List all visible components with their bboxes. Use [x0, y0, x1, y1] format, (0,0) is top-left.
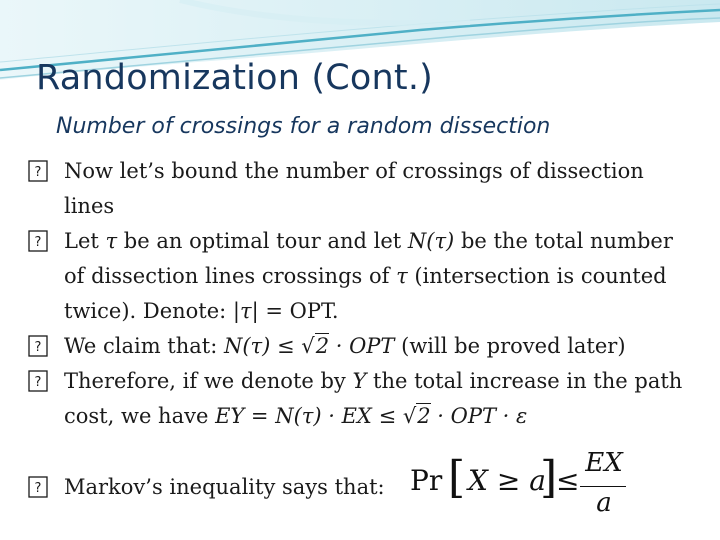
tau-symbol: τ: [396, 264, 408, 288]
svg-text:?: ?: [34, 375, 42, 390]
sqrt-sign: √: [402, 404, 417, 428]
sqrt-expression: [301, 329, 329, 364]
bullet-text: We claim that:: [64, 334, 224, 358]
bullet-item: [28, 364, 698, 434]
sqrt-value: 2: [417, 404, 431, 428]
formula-numerator: EX: [585, 448, 623, 478]
bullet-glyph-icon: [28, 229, 50, 253]
sqrt-value: 2: [315, 334, 330, 358]
bullet-glyph-icon: [28, 334, 50, 358]
bullet-text: (will be proved later): [394, 334, 626, 358]
slide-subtitle: Number of crossings for a random dissection: [56, 114, 551, 139]
bullet-item: [28, 224, 698, 329]
svg-text:?: ?: [34, 165, 42, 180]
bullet-text: Therefore, if we denote by: [64, 369, 353, 393]
formula-pr: Pr: [410, 464, 443, 497]
tau-symbol: τ: [105, 229, 118, 253]
le-symbol: ≤: [371, 404, 403, 428]
le-symbol: ≤: [270, 334, 302, 358]
bullet-text: | = OPT.: [251, 299, 339, 323]
bullet-text: be the total number of dissection lines crossings of: [64, 229, 673, 288]
formula-right-bracket: ]: [540, 452, 558, 503]
bullet-glyph-icon: [28, 475, 50, 499]
bullet-text: Let: [64, 229, 106, 253]
math-expression: · OPT: [329, 334, 395, 358]
bullet-item: [28, 329, 698, 364]
tau-symbol: τ: [240, 299, 252, 323]
bullet-text: the total increase in the path cost, we have: [64, 369, 683, 428]
math-expression: · OPT · ε: [430, 404, 528, 428]
y-symbol: Y: [352, 369, 367, 393]
svg-text:?: ?: [34, 481, 42, 496]
slide-title: Randomization (Cont.): [36, 58, 434, 98]
svg-text:?: ?: [34, 235, 42, 250]
sqrt-expression: [403, 399, 431, 434]
bullet-item: [28, 154, 698, 224]
bullet-text: Markov’s inequality says that:: [64, 475, 385, 499]
bullet-text: Now let’s bound the number of crossings of dissection lines: [64, 159, 644, 218]
bullet-text: (intersection is counted twice). Denote: |: [64, 264, 667, 323]
formula-denominator: a: [596, 488, 612, 518]
bullet-glyph-icon: [28, 159, 50, 183]
markov-inequality-formula: [410, 448, 623, 528]
sqrt-sign: √: [301, 334, 315, 358]
bullet-glyph-icon: [28, 369, 50, 393]
fraction-bar: [580, 486, 626, 487]
math-expression: EY = N(τ) · EX: [215, 404, 372, 428]
formula-le-symbol: ≤: [556, 464, 580, 497]
bullet-text: be an optimal tour and let: [117, 229, 408, 253]
formula-inequality: X ≥ a: [468, 464, 546, 497]
n-tau-expression: N(τ): [407, 229, 455, 253]
formula-left-bracket: [: [448, 452, 466, 503]
svg-text:?: ?: [34, 340, 42, 355]
n-tau-expression: N(τ): [223, 334, 271, 358]
